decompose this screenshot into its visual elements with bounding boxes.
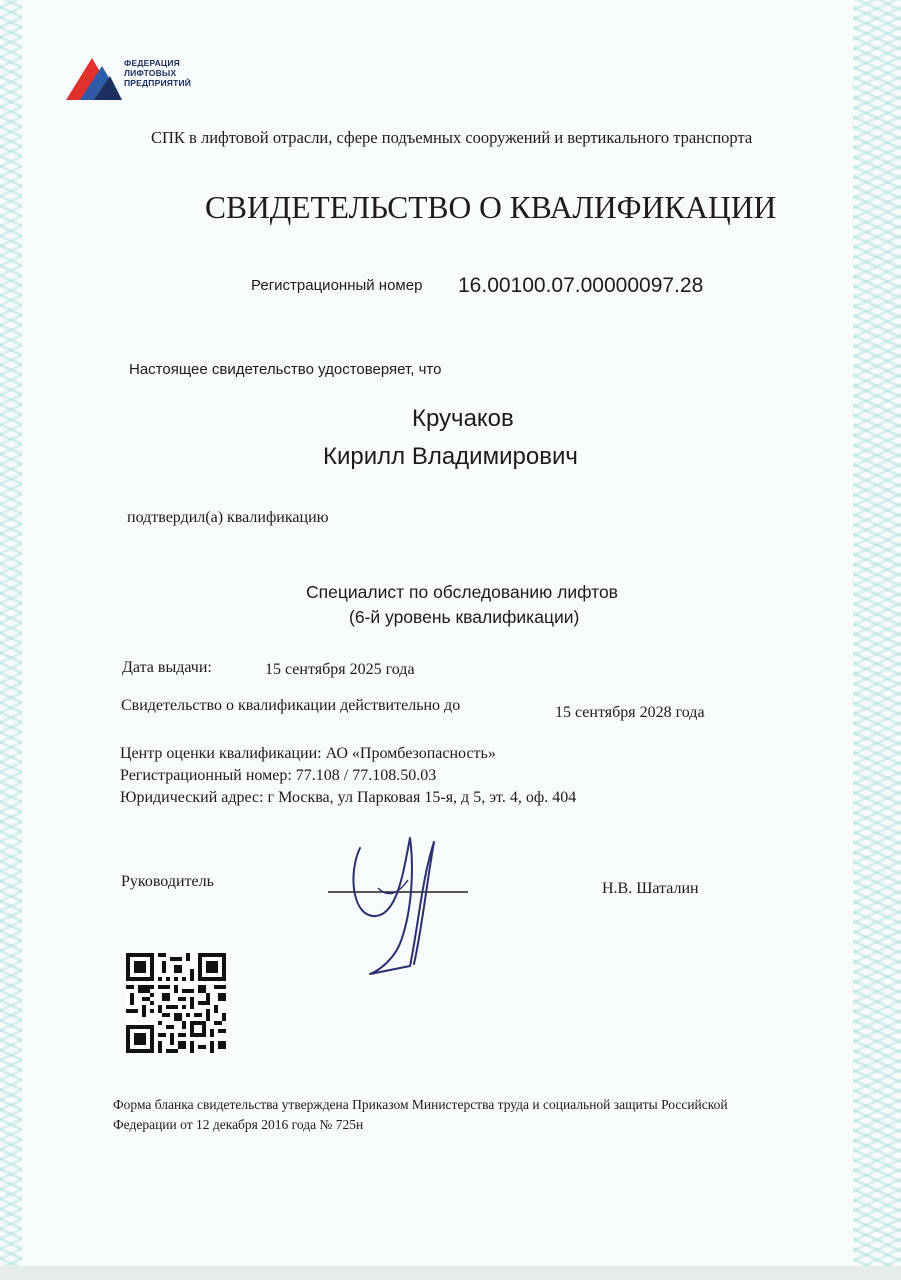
registration-number: 16.00100.07.00000097.28 <box>458 274 704 297</box>
center-address: Юридический адрес: г Москва, ул Парковая 15-я, д 5, эт. 4, оф. 404 <box>120 789 577 806</box>
footer-line-1: Форма бланка свидетельства утверждена Приказом Министерства труда и социальной защиты Российской <box>113 1097 728 1112</box>
certifies-text: Настоящее свидетельство удостоверяет, что <box>129 361 442 378</box>
center-name: Центр оценки квалификации: АО «Промбезопасность» <box>120 745 496 762</box>
guilloche-border-right <box>853 0 901 1280</box>
footer-line-2: Федерации от 12 декабря 2016 года № 725н <box>113 1117 364 1132</box>
qualification-level: (6-й уровень квалификации) <box>349 607 580 627</box>
guilloche-border-left <box>0 0 22 1280</box>
validity-label: Свидетельство о квалификации действительно до <box>121 697 461 714</box>
scan-edge <box>0 1266 901 1280</box>
issue-date-label: Дата выдачи: <box>122 659 212 676</box>
federation-logo <box>66 56 206 104</box>
qualification-name: Специалист по обследованию лифтов <box>306 582 618 602</box>
logo-triangle-icon <box>66 56 124 102</box>
center-reg-number: Регистрационный номер: 77.108 / 77.108.50.03 <box>120 767 437 784</box>
signatory-name: Н.В. Шаталин <box>602 880 699 897</box>
logo-line-2: ЛИФТОВЫХ <box>124 68 177 78</box>
signatory-role: Руководитель <box>121 873 214 890</box>
logo-line-1: ФЕДЕРАЦИЯ <box>124 58 180 68</box>
holder-surname: Кручаков <box>412 405 514 432</box>
logo-text <box>124 58 191 88</box>
registration-label: Регистрационный номер <box>251 277 423 294</box>
issue-date: 15 сентября 2025 года <box>265 661 415 678</box>
holder-given-names: Кирилл Владимирович <box>323 443 578 470</box>
qr-code-icon <box>126 953 226 1053</box>
confirmed-text: подтвердил(а) квалификацию <box>127 509 329 526</box>
logo-line-3: ПРЕДПРИЯТИЙ <box>124 78 192 88</box>
signature-icon <box>318 828 488 978</box>
council-name: СПК в лифтовой отрасли, сфере подъемных сооружений и вертикального транспорта <box>151 128 753 147</box>
validity-date: 15 сентября 2028 года <box>555 704 705 721</box>
document-title: СВИДЕТЕЛЬСТВО О КВАЛИФИКАЦИИ <box>205 190 777 225</box>
